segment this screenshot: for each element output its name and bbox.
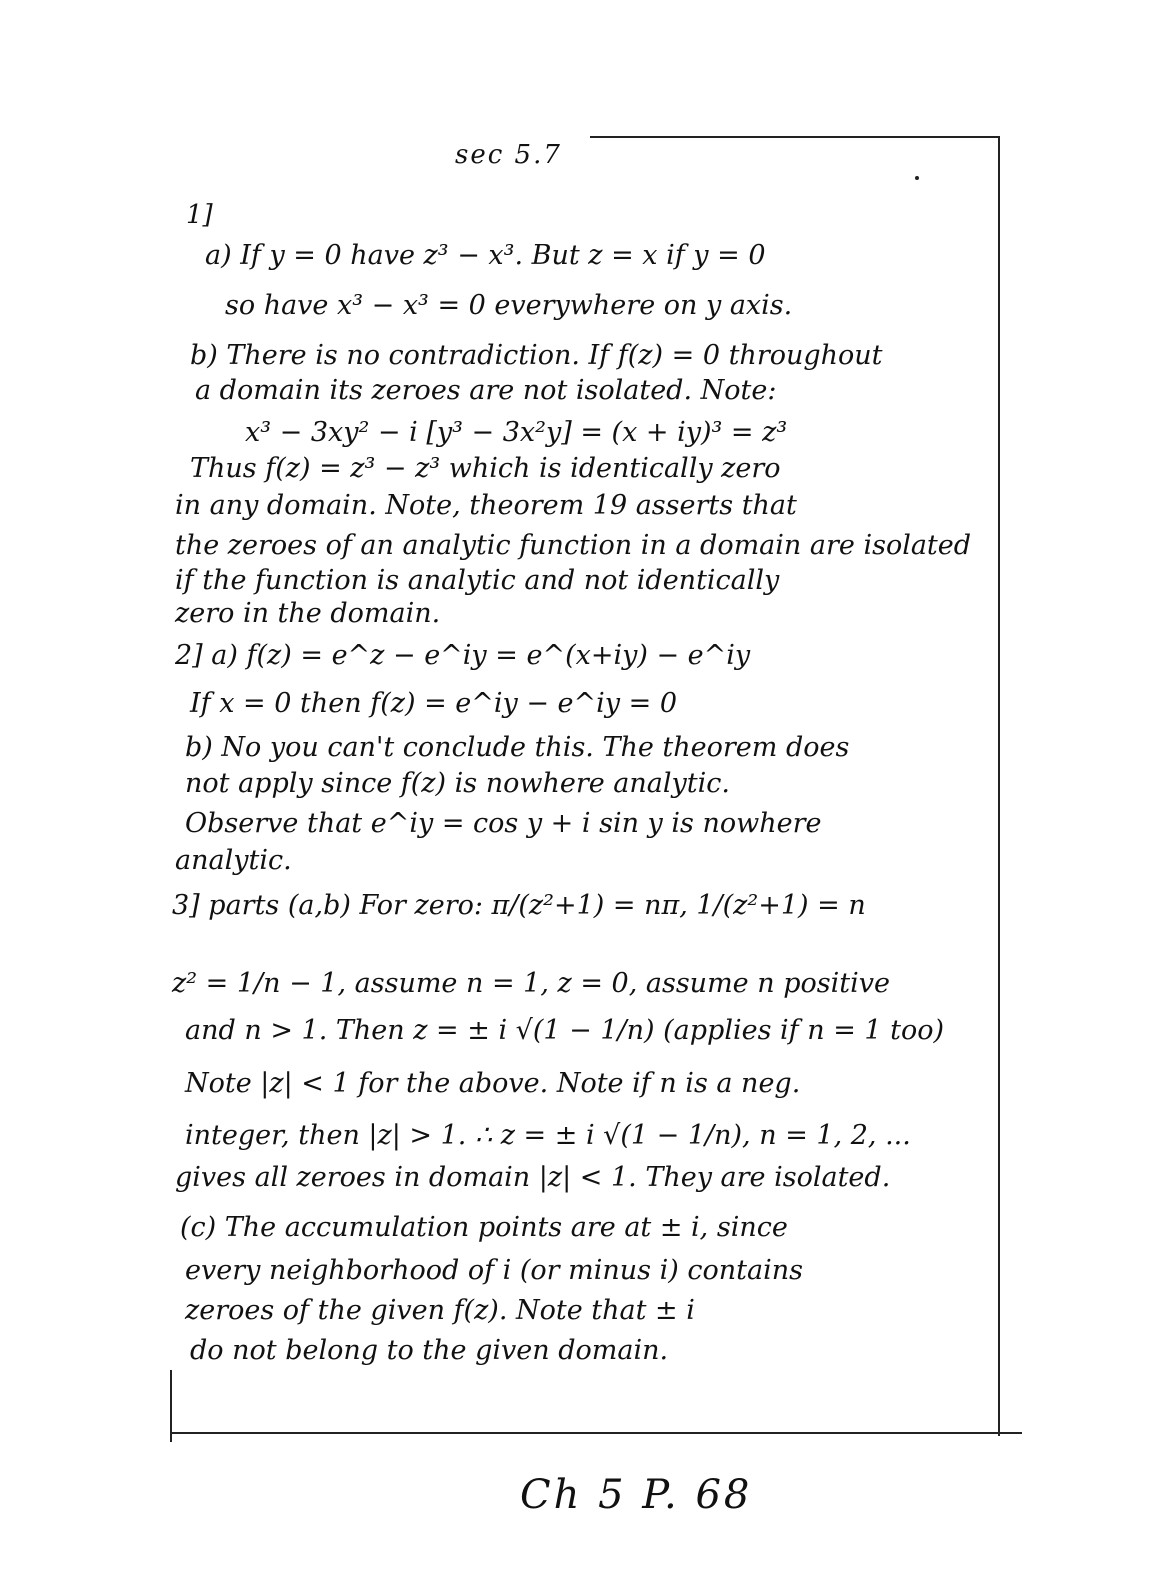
text-line: Thus f(z) = z³ − z³ which is identically zero — [190, 453, 781, 484]
text-line: Note |z| < 1 for the above. Note if n is a neg. — [185, 1068, 801, 1099]
text-line: x³ − 3xy² − i [y³ − 3x²y] = (x + iy)³ = z³ — [245, 417, 788, 448]
text-line: a) If y = 0 have z³ − x³. But z = x if y = 0 — [205, 240, 766, 271]
section-title: sec 5.7 — [455, 140, 562, 170]
problem-marker: 1] — [186, 200, 213, 230]
text-line: integer, then |z| > 1. ∴ z = ± i √(1 − 1/n), n = 1, 2, ... — [185, 1120, 911, 1151]
text-line: and n > 1. Then z = ± i √(1 − 1/n) (applies if n = 1 too) — [185, 1015, 945, 1046]
scan-speck — [915, 176, 919, 180]
text-line: every neighborhood of i (or minus i) contains — [185, 1255, 803, 1286]
frame-right-border — [998, 136, 1000, 1436]
text-line: zeroes of the given f(z). Note that ± i — [185, 1295, 695, 1326]
text-line: analytic. — [175, 845, 292, 876]
text-line: gives all zeroes in domain |z| < 1. They are isolated. — [175, 1162, 891, 1193]
text-line: Observe that e^iy = cos y + i sin y is nowhere — [185, 808, 822, 839]
frame-bottom-border — [172, 1432, 1022, 1434]
text-line: not apply since f(z) is nowhere analytic. — [185, 768, 730, 799]
frame-left-border — [170, 1370, 172, 1442]
text-line: (c) The accumulation points are at ± i, since — [180, 1212, 788, 1243]
text-line: a domain its zeroes are not isolated. Note: — [195, 375, 777, 406]
text-line: so have x³ − x³ = 0 everywhere on y axis. — [225, 290, 793, 321]
text-line: b) No you can't conclude this. The theorem does — [185, 732, 850, 763]
page-footer: Ch 5 P. 68 — [520, 1472, 753, 1518]
text-line: If x = 0 then f(z) = e^iy − e^iy = 0 — [190, 688, 678, 719]
text-line: 2] a) f(z) = e^z − e^iy = e^(x+iy) − e^iy — [175, 640, 751, 671]
text-line: the zeroes of an analytic function in a domain are isolated — [175, 530, 972, 561]
text-line: 3] parts (a,b) For zero: π/(z²+1) = nπ, 1/(z²+1) = n — [172, 890, 866, 921]
text-line: b) There is no contradiction. If f(z) = 0 throughout — [190, 340, 883, 371]
text-line: zero in the domain. — [175, 598, 441, 629]
text-line: z² = 1/n − 1, assume n = 1, z = 0, assume n positive — [172, 968, 890, 999]
frame-top-border — [590, 136, 1000, 138]
text-line: in any domain. Note, theorem 19 asserts that — [175, 490, 797, 521]
text-line: do not belong to the given domain. — [190, 1335, 669, 1366]
text-line: if the function is analytic and not identically — [175, 565, 780, 596]
